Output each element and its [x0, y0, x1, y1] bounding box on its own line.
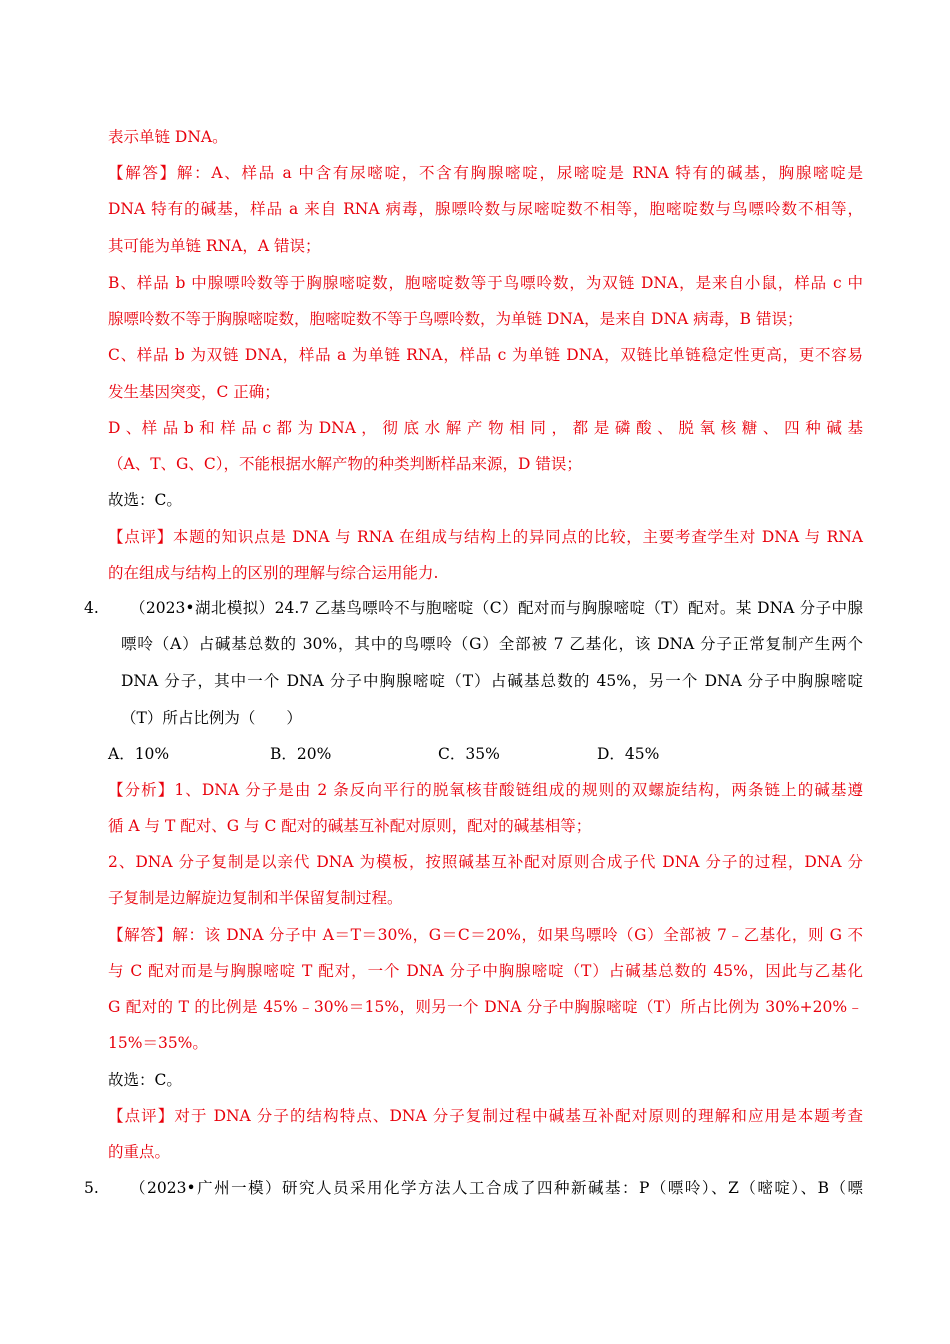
solution-line: 【解答】解：该 DNA 分子中 A＝T＝30%，G＝C＝20%，如果鸟嘌呤（G）全部被 7﹣乙基化，则 G 不: [108, 926, 863, 944]
analysis-line: 2、DNA 分子复制是以亲代 DNA 为模板，按照碱基互补配对原则合成子代 DNA 分子的过程，DNA 分: [108, 853, 863, 871]
question-number: 4.: [84, 599, 99, 617]
comment-line: 的重点。: [108, 1143, 171, 1161]
text-line: 【解答】解：A、样品 a 中含有尿嘧啶，不含有胸腺嘧啶，尿嘧啶是 RNA 特有的碱基，胸腺嘧啶是: [108, 164, 863, 182]
question-text: 嘌呤（A）占碱基总数的 30%，其中的鸟嘌呤（G）全部被 7 乙基化，该 DNA 分子正常复制产生两个: [121, 635, 863, 653]
option-a: A．10%: [108, 745, 170, 763]
comment-line: 的在组成与结构上的区别的理解与综合运用能力.: [108, 564, 439, 582]
answer-line: 故选：C。: [108, 491, 182, 509]
question-text: （2023•广州一模）研究人员采用化学方法人工合成了四种新碱基：P（嘌呤）、Z（嘧啶）、B（嘌: [130, 1179, 863, 1197]
option-c: C．35%: [438, 745, 500, 763]
question-text: DNA 分子，其中一个 DNA 分子中胸腺嘧啶（T）占碱基总数的 45%，另一个 DNA 分子中胸腺嘧啶: [121, 672, 863, 690]
text-line: DNA 特有的碱基，样品 a 来自 RNA 病毒，腺嘌呤数与尿嘧啶数不相等，胞嘧啶数与鸟嘌呤数不相等，: [108, 200, 863, 218]
question-number: 5.: [84, 1179, 99, 1197]
solution-line: 15%＝35%。: [108, 1034, 208, 1052]
text-line: D 、样 品 b 和 样 品 c 都 为 DNA ， 彻 底 水 解 产 物 相 同 ， 都 是 磷 酸 、 脱 氧 核 糖 、 四 种 碱 基: [108, 419, 864, 437]
text-line: C、样品 b 为双链 DNA，样品 a 为单链 RNA，样品 c 为单链 DNA，双链比单链稳定性更高，更不容易: [108, 346, 863, 364]
option-d: D．45%: [597, 745, 660, 763]
comment-line: 【点评】对于 DNA 分子的结构特点、DNA 分子复制过程中碱基互补配对原则的理解和应用是本题考查: [108, 1107, 863, 1125]
analysis-line: 子复制是边解旋边复制和半保留复制过程。: [108, 889, 403, 907]
comment-line: 【点评】本题的知识点是 DNA 与 RNA 在组成与结构上的异同点的比较，主要考查学生对 DNA 与 RNA: [108, 528, 863, 546]
option-b: B．20%: [270, 745, 332, 763]
answer-line: 故选：C。: [108, 1071, 182, 1089]
question-text: （2023•湖北模拟）24.7 乙基鸟嘌呤不与胞嘧啶（C）配对而与胸腺嘧啶（T）配对。某 DNA 分子中腺: [130, 599, 863, 617]
text-line: 腺嘌呤数不等于胸腺嘧啶数，胞嘧啶数不等于鸟嘌呤数，为单链 DNA，是来自 DNA 病毒，B 错误；: [108, 310, 803, 328]
analysis-line: 循 A 与 T 配对、G 与 C 配对的碱基互补配对原则，配对的碱基相等；: [108, 817, 592, 835]
text-line: （A、T、G、C），不能根据水解产物的种类判断样品来源，D 错误；: [108, 455, 582, 473]
text-line: B、样品 b 中腺嘌呤数等于胸腺嘧啶数，胞嘧啶数等于鸟嘌呤数，为双链 DNA，是来自小鼠，样品 c 中: [108, 274, 863, 292]
text-line: 表示单链 DNA。: [108, 128, 228, 146]
question-text: （T）所占比例为（ ）: [121, 709, 302, 727]
analysis-line: 【分析】1、DNA 分子是由 2 条反向平行的脱氧核苷酸链组成的规则的双螺旋结构，两条链上的碱基遵: [108, 781, 863, 799]
solution-line: G 配对的 T 的比例是 45%﹣30%＝15%，则另一个 DNA 分子中胸腺嘧啶（T）所占比例为 30%+20%﹣: [108, 998, 863, 1016]
text-line: 其可能为单链 RNA，A 错误；: [108, 237, 321, 255]
text-line: 发生基因突变，C 正确；: [108, 383, 280, 401]
solution-line: 与 C 配对而是与胸腺嘧啶 T 配对，一个 DNA 分子中胸腺嘧啶（T）占碱基总数的 45%，因此与乙基化: [108, 962, 863, 980]
